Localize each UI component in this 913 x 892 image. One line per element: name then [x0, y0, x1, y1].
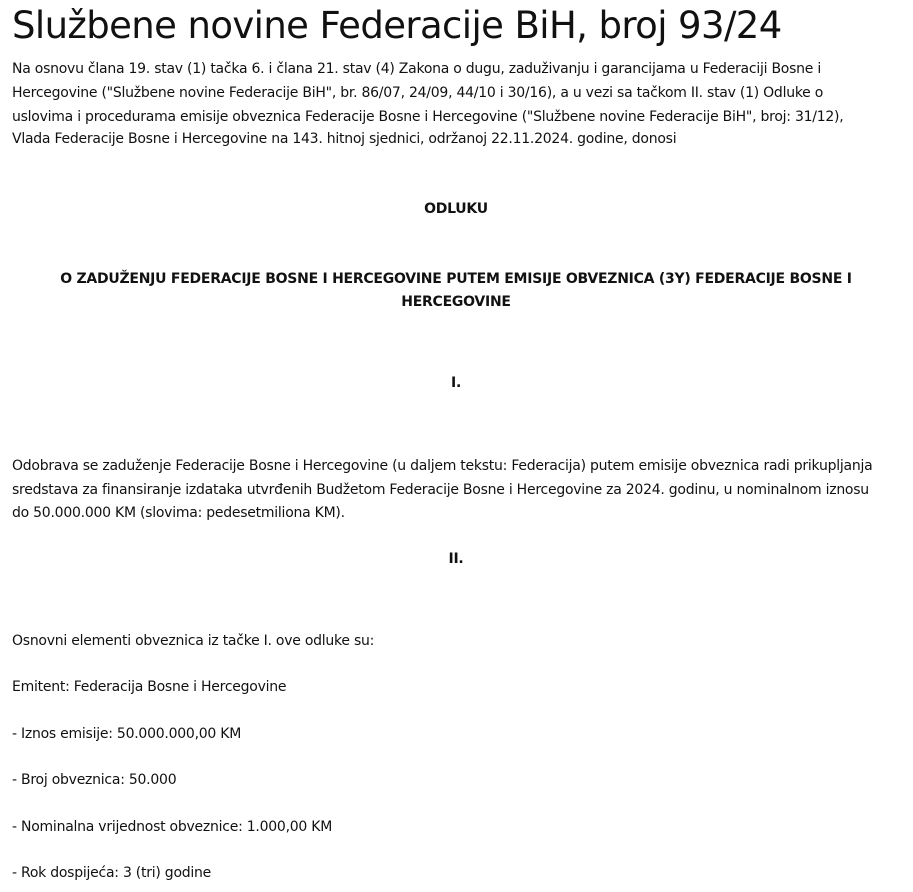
section-heading-2: II.: [448, 551, 464, 567]
preamble-line: Na osnovu člana 19. stav (1) tačka 6. i člana 21. stav (4) Zakona o dugu, zaduživanju i garancijama u Federaciji Bosne i: [12, 61, 821, 77]
list-item: - Rok dospijeća: 3 (tri) godine: [12, 865, 212, 881]
decision-label: ODLUKU: [424, 201, 488, 217]
list-item: - Broj obveznica: 50.000: [12, 772, 177, 788]
section-1-line: Odobrava se zaduženje Federacije Bosne i Hercegovine (u daljem tekstu: Federacija) putem emisije obveznica radi prikupljanja: [12, 458, 873, 474]
section-2-intro: Osnovni elementi obveznica iz tačke I. ove odluke su:: [12, 633, 375, 649]
section-1-line: sredstava za finansiranje izdataka utvrđenih Budžetom Federacije Bosne i Hercegovine za 2024. godinu, u nominalnom iznosu: [12, 482, 869, 498]
list-item: - Nominalna vrijednost obveznice: 1.000,00 KM: [12, 819, 333, 835]
decision-subject-line: O ZADUŽENJU FEDERACIJE BOSNE I HERCEGOVINE PUTEM EMISIJE OBVEZNICA (3Y) FEDERACIJE BOSNE I: [60, 271, 852, 287]
section-1-line: do 50.000.000 KM (slovima: pedesetmiliona KM).: [12, 505, 345, 521]
preamble-line: uslovima i procedurama emisije obveznica Federacije Bosne i Hercegovine ("Službene novine Federacije BiH", broj: 31/12),: [12, 109, 844, 125]
section-heading-1: I.: [450, 375, 462, 391]
preamble-line: Vlada Federacije Bosne i Hercegovine na 143. hitnoj sjednici, održanoj 22.11.2024. godine, donosi: [12, 131, 677, 147]
preamble-line: Hercegovine ("Službene novine Federacije BiH", br. 86/07, 24/09, 44/10 i 30/16), a u vezi sa tačkom II. stav (1) Odluke o: [12, 85, 824, 101]
page-title: Službene novine Federacije BiH, broj 93/24: [12, 4, 782, 47]
decision-subject-line: HERCEGOVINE: [401, 294, 511, 310]
list-item: Emitent: Federacija Bosne i Hercegovine: [12, 679, 287, 695]
list-item: - Iznos emisije: 50.000.000,00 KM: [12, 726, 242, 742]
